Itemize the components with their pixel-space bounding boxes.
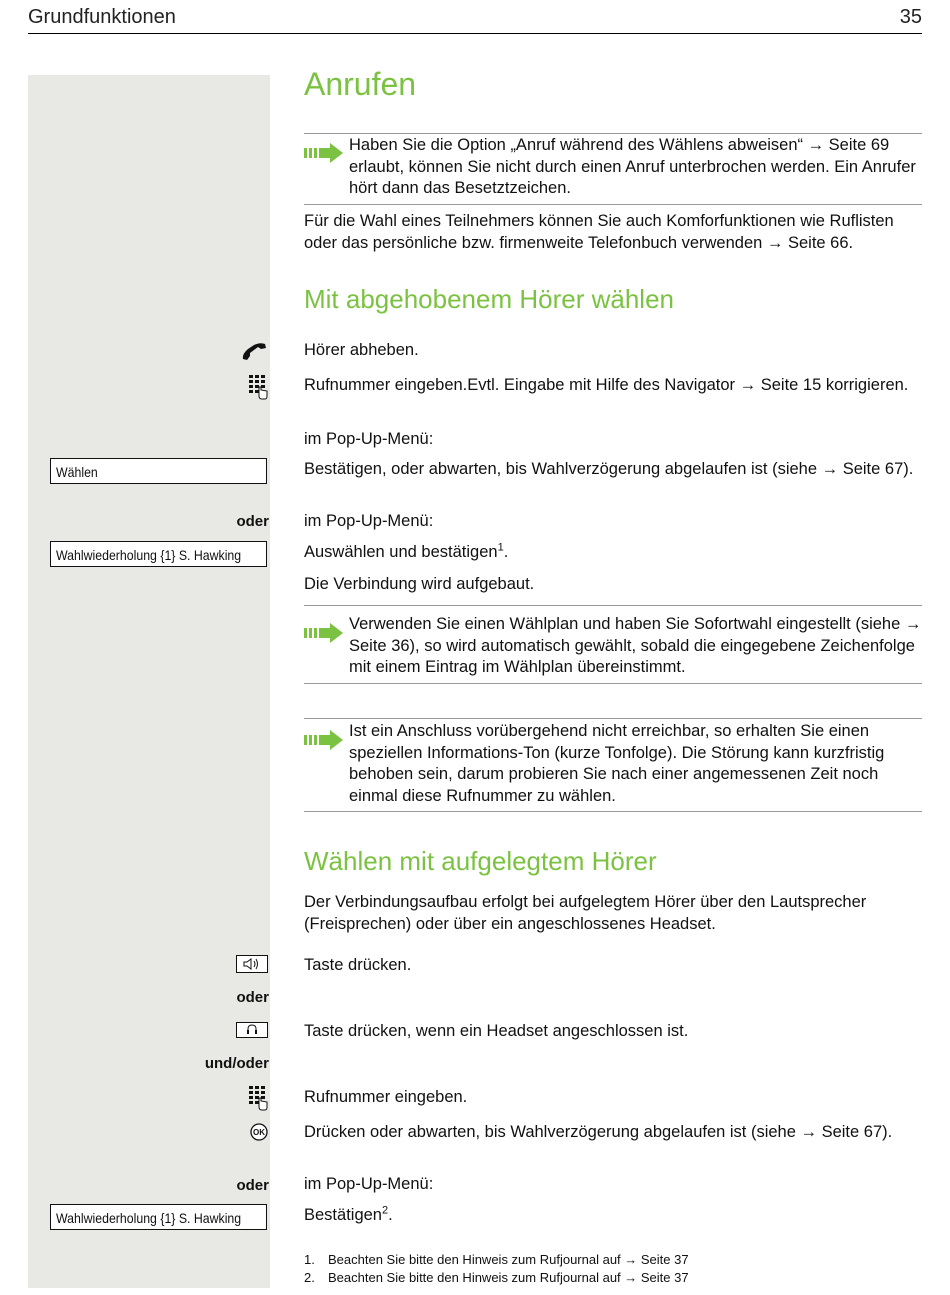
- menu-item-label: Wählen: [56, 464, 98, 480]
- footnote-item: [304, 1251, 689, 1269]
- speaker-key-icon[interactable]: [236, 955, 268, 973]
- keypad-icon: [248, 1085, 268, 1111]
- footnote-number: 1.: [304, 1252, 315, 1267]
- subsection2-title: Wählen mit aufgelegtem Hörer: [304, 846, 657, 876]
- footnote-text: Beachten Sie bitte den Hinweis zum Rufjournal auf → Seite 37: [328, 1270, 689, 1285]
- sub1-step2: Rufnummer eingeben.Evtl. Eingabe mit Hilfe des Navigator → Seite 15 korrigieren.: [304, 376, 909, 394]
- footnote-text: Beachten Sie bitte den Hinweis zum Rufjournal auf → Seite 37: [328, 1252, 689, 1267]
- handset-lift-icon: [240, 340, 268, 362]
- sub1-step4-end: .: [503, 543, 509, 561]
- menu-item-wahlwiederholung[interactable]: [50, 1204, 267, 1230]
- note3-bottom-rule: [304, 811, 922, 812]
- sub1-popup2: im Pop-Up-Menü:: [304, 512, 434, 530]
- ok-key-icon[interactable]: [250, 1123, 268, 1141]
- footnote-ref-1: 1: [497, 541, 504, 554]
- footnote-number: 2.: [304, 1270, 315, 1285]
- sub2-step2: Taste drücken, wenn ein Headset angeschlossen ist.: [304, 1022, 689, 1040]
- intro-paragraph: Für die Wahl eines Teilnehmers können Sie auch Komforfunktionen wie Ruflisten oder das persönliche bzw. firmenweite Telefonbuch verwenden → Seite 66.: [304, 212, 894, 252]
- page-number: 35: [899, 6, 922, 28]
- note2-bottom-rule: [304, 683, 922, 684]
- sub2-step3: Rufnummer eingeben.: [304, 1088, 468, 1106]
- note-arrow-icon: [304, 622, 344, 644]
- oder-label: oder: [236, 513, 269, 530]
- page-header-title: Grundfunktionen: [28, 6, 176, 28]
- sub1-step4-text: Auswählen und bestätigen: [304, 543, 498, 561]
- headset-key-icon[interactable]: [236, 1022, 268, 1038]
- note1-bottom-rule: [304, 204, 922, 205]
- sub2-popup: im Pop-Up-Menü:: [304, 1175, 434, 1193]
- note2-text: Verwenden Sie einen Wählplan und haben Sie Sofortwahl eingestellt (siehe → Seite 36), so wird automatisch gewählt, sobald die eingegebene Zeichenfolge mit einem Eintrag im Wählplan übereinstimmt.: [349, 615, 922, 676]
- sub1-popup1: im Pop-Up-Menü:: [304, 430, 434, 448]
- header-rule: [28, 33, 922, 34]
- sub2-step4: Drücken oder abwarten, bis Wahlverzögerung abgelaufen ist (siehe → Seite 67).: [304, 1123, 893, 1141]
- sub1-step5: Die Verbindung wird aufgebaut.: [304, 575, 535, 593]
- sub2-step5-text: Bestätigen: [304, 1206, 382, 1224]
- oder-label: oder: [236, 989, 269, 1006]
- note-arrow-icon: [304, 729, 344, 751]
- subsection1-title: Mit abgehobenem Hörer wählen: [304, 284, 674, 314]
- note1-text: Haben Sie die Option „Anruf während des Wählens abweisen“ → Seite 69 erlaubt, können Sie nicht durch einen Anruf unterbrochen werden. Ein Anrufer hört dann das Besetztzeichen.: [349, 136, 916, 197]
- note3-text: Ist ein Anschluss vorübergehend nicht erreichbar, so erhalten Sie einen speziellen Informations-Ton (kurze Tonfolge). Die Störung kann kurzfristig behoben sein, darum probieren Sie nach einer angemessenen Zeit noch einmal diese Rufnummer zu wählen.: [349, 722, 885, 805]
- menu-item-wahlwiederholung[interactable]: [50, 541, 267, 567]
- sub2-intro: Der Verbindungsaufbau erfolgt bei aufgelegtem Hörer über den Lautsprecher (Freisprechen) oder über ein angeschlossenes Headset.: [304, 893, 867, 933]
- sub2-step5: [304, 1205, 922, 1227]
- note1-top-rule: [304, 133, 922, 134]
- oder-label: oder: [236, 1177, 269, 1194]
- footnote-ref-2: 2: [381, 1204, 389, 1217]
- sub2-step1: Taste drücken.: [304, 956, 412, 974]
- footnotes: [304, 1251, 689, 1287]
- keypad-icon: [248, 374, 268, 400]
- sub1-step3: Bestätigen, oder abwarten, bis Wahlverzögerung abgelaufen ist (siehe → Seite 67).: [304, 460, 914, 478]
- menu-item-label: Wahlwiederholung {1} S. Hawking: [56, 547, 242, 563]
- left-sidebar: [28, 75, 270, 1288]
- sub1-step4: [304, 542, 922, 564]
- sub2-step5-end: .: [388, 1206, 393, 1224]
- note2-top-rule: [304, 605, 922, 606]
- menu-item-waehlen[interactable]: [50, 458, 267, 484]
- section-title: Anrufen: [304, 66, 417, 102]
- sub1-step1: Hörer abheben.: [304, 341, 419, 359]
- note3-top-rule: [304, 718, 922, 719]
- und-oder-label: und/oder: [204, 1055, 269, 1072]
- svg-text:OK: OK: [253, 1128, 265, 1137]
- menu-item-label: Wahlwiederholung {1} S. Hawking: [56, 1210, 242, 1226]
- note-arrow-icon: [304, 142, 344, 164]
- footnote-item: [304, 1269, 689, 1287]
